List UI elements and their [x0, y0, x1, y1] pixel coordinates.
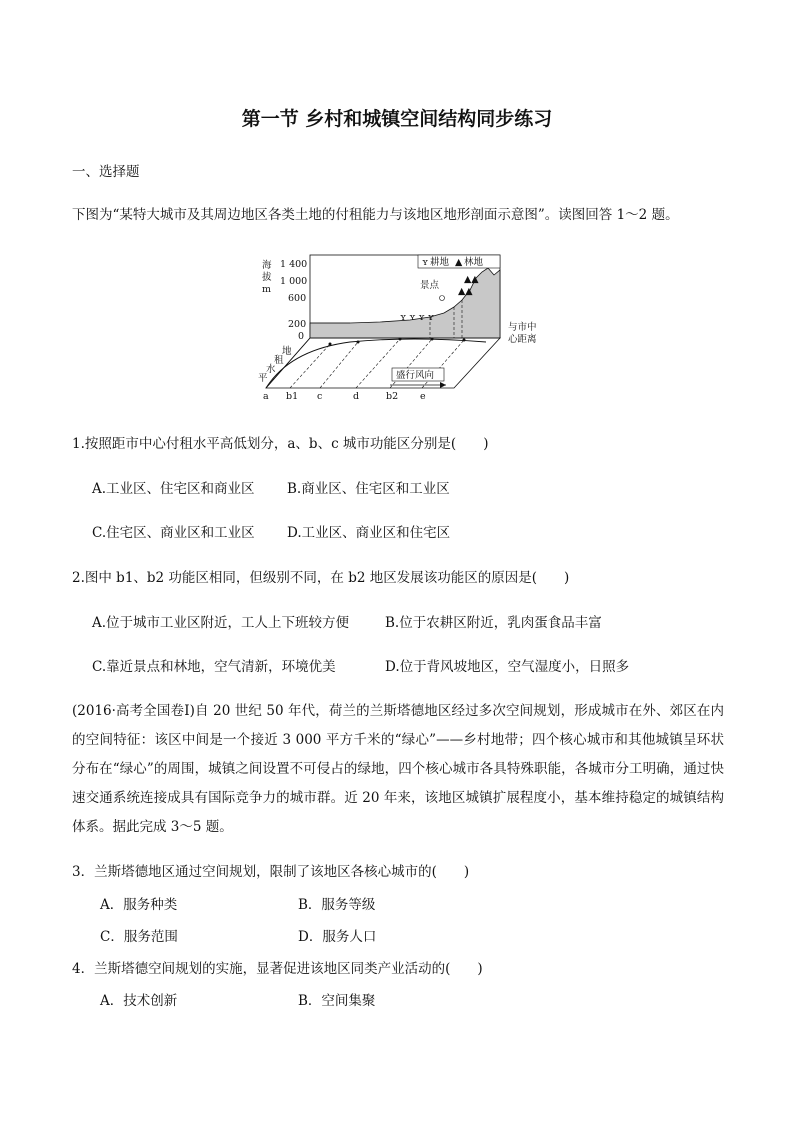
y-tick: 200 — [288, 319, 307, 330]
rent-label-3: 平 — [258, 373, 268, 384]
y-tick: 1 000 — [280, 276, 308, 287]
intro-text: 下图为“某特大城市及其周边地区各类土地的付租能力与该地区地形剖面示意图”。读图回答 1～2 题。 — [72, 207, 679, 223]
x-point-a: a — [263, 391, 269, 402]
y-axis-label-1: 海 — [262, 260, 272, 271]
question-3-option-c: C．服务范围 — [100, 929, 178, 945]
rent-base-plane — [266, 338, 500, 388]
question-4-option-a: A．技术创新 — [100, 993, 178, 1009]
question-2-option-a: A.位于城市工业区附近，工人上下班较方便 — [92, 615, 350, 631]
question-3-option-b: B．服务等级 — [298, 897, 376, 913]
legend-forest: 林地 — [464, 257, 484, 268]
svg-text:▲: ▲ — [455, 257, 463, 268]
question-3-stem: 3．兰斯塔德地区通过空间规划，限制了该地区各核心城市的( ) — [72, 864, 470, 880]
rent-label-1: 租 — [274, 355, 284, 366]
legend-farmland: 耕地 — [430, 257, 450, 268]
question-2-option-b: B.位于农耕区附近，乳肉蛋食品丰富 — [385, 615, 602, 631]
x-point-b2: b2 — [386, 391, 399, 402]
x-point-d: d — [353, 391, 360, 402]
x-point-c: c — [317, 391, 323, 402]
land-label: 地 — [282, 346, 292, 357]
terrain-rent-figure — [250, 250, 550, 402]
question-4-option-b: B．空间集聚 — [298, 993, 376, 1009]
rent-curve — [266, 339, 486, 388]
question-2-stem: 2.图中 b1、b2 功能区相同，但级别不同，在 b2 地区发展该功能区的原因是( ) — [72, 570, 570, 586]
y-axis-label-3: m — [262, 284, 272, 295]
x-point-b1: b1 — [286, 391, 299, 402]
y-tick: 0 — [298, 331, 305, 342]
question-1-option-d: D.工业区、商业区和住宅区 — [287, 525, 451, 541]
forest-mark: ▲▲ — [458, 286, 473, 297]
question-1-stem: 1.按照距市中心付租水平高低划分，a、b、c 城市功能区分别是( ) — [72, 436, 489, 452]
question-3-option-d: D．服务人口 — [298, 929, 377, 945]
page-title: 第一节 乡村和城镇空间结构同步练习 — [241, 108, 553, 130]
question-1-option-c: C.住宅区、商业区和工业区 — [92, 525, 255, 541]
x-point-e: e — [420, 391, 426, 402]
reading-passage: (2016·高考全国卷Ⅰ)自 20 世纪 50 年代，荷兰的兰斯塔德地区经过多次空间规划，形成城市在外、郊区在内的空间特征：该区中间是一个接近 3 000 平方千米的“绿心”——乡村地带；四个核心城市和其他城镇呈环状分布在“绿心”的周围，城镇之间设置不可侵占的绿地，四个核心城市各具特殊职能，各城市分工明确，通过快速交通系统连接成具有国际竞争力的城市群。近 20 年来，该地区城镇扩展程度小，基本维持稳定的城镇结构体系。据此完成 3～5 题。 — [72, 703, 724, 835]
farmland-mark: ʏ ʏ ʏ ʏ — [400, 312, 434, 323]
y-axis-label-2: 拔 — [262, 272, 272, 283]
question-2-option-d: D.位于背风坡地区，空气湿度小，日照多 — [385, 659, 630, 675]
question-4-stem: 4．兰斯塔德空间规划的实施，显著促进该地区同类产业活动的( ) — [72, 961, 483, 977]
rent-label-2: 水 — [266, 364, 276, 375]
y-tick: 1 400 — [280, 259, 308, 270]
question-1-option-b: B.商业区、住宅区和工业区 — [287, 481, 450, 497]
question-3-option-a: A．服务种类 — [100, 897, 178, 913]
svg-text:▲▲: ▲▲ — [464, 274, 479, 285]
question-1-option-a: A.工业区、住宅区和商业区 — [92, 481, 255, 497]
svg-text:ʏ: ʏ — [422, 257, 429, 268]
scenic-label: 景点 — [420, 280, 440, 291]
y-tick: 600 — [288, 293, 307, 304]
question-2-option-c: C.靠近景点和林地，空气清新，环境优美 — [92, 659, 336, 675]
x-axis-label-1: 与市中 — [508, 322, 537, 333]
x-axis-label-2: 心距离 — [508, 334, 537, 345]
section-heading: 一、选择题 — [72, 164, 140, 180]
wind-label: 盛行风向 — [396, 370, 435, 381]
